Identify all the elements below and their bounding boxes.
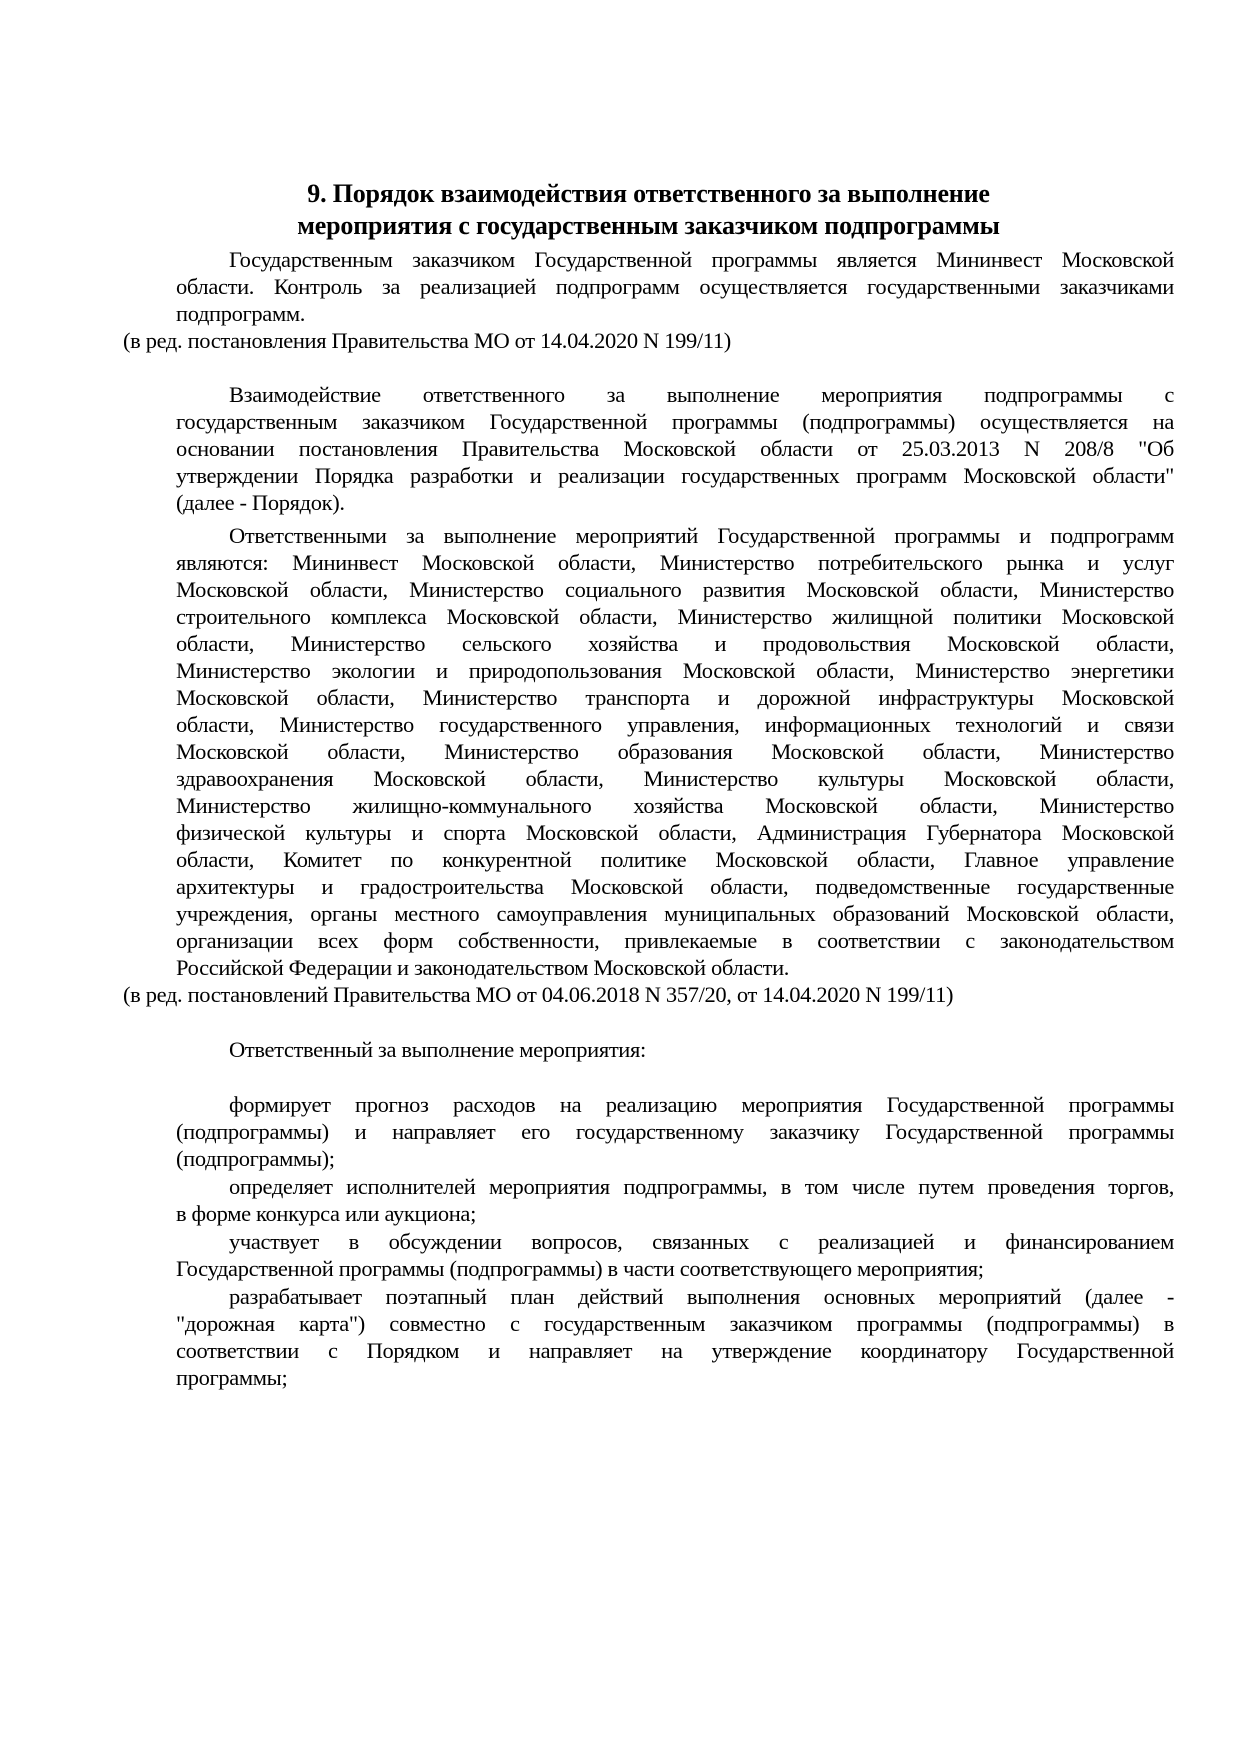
section-title xyxy=(123,178,1174,242)
text-line: строительного комплекса Московской области, Министерство жилищной политики Московской xyxy=(176,604,1174,629)
text-line: физической культуры и спорта Московской области, Администрация Губернатора Московской xyxy=(176,820,1174,845)
text-line: Московской области, Министерство транспорта и дорожной инфраструктуры Московской xyxy=(176,685,1174,710)
duty-discussion xyxy=(123,1228,1174,1282)
text-line: архитектуры и градостроительства Московской области, подведомственные государственные xyxy=(176,874,1174,899)
text-line: (далее - Порядок). xyxy=(176,490,345,515)
section-title-line-1: 9. Порядок взаимодействия ответственного за выполнение xyxy=(307,179,990,208)
text-line: Государственным заказчиком Государственной программы является Мининвест Московской xyxy=(229,247,1174,272)
duty-forecast xyxy=(123,1091,1174,1172)
text-line: формирует прогноз расходов на реализацию мероприятия Государственной программы xyxy=(229,1092,1174,1117)
paragraph-customer xyxy=(123,246,1174,327)
text-line: (в ред. постановления Правительства МО от 14.04.2020 N 199/11) xyxy=(123,328,731,353)
text-line: основании постановления Правительства Московской области от 25.03.2013 N 208/8 "Об xyxy=(176,436,1174,461)
text-line: Государственной программы (подпрограммы) в части соответствующего мероприятия; xyxy=(176,1256,984,1281)
text-line: Московской области, Министерство социального развития Московской области, Министерство xyxy=(176,577,1174,602)
text-line: (подпрограммы); xyxy=(176,1146,335,1171)
text-line: программы; xyxy=(176,1365,288,1390)
text-line: (в ред. постановлений Правительства МО от 04.06.2018 N 357/20, от 14.04.2020 N 199/11) xyxy=(123,982,954,1007)
duty-executors xyxy=(123,1173,1174,1227)
text-line: в форме конкурса или аукциона; xyxy=(176,1201,476,1226)
text-line: (подпрограммы) и направляет его государственному заказчику Государственной программы xyxy=(176,1119,1174,1144)
text-line: Министерство экологии и природопользования Московской области, Министерство энергетики xyxy=(176,658,1174,683)
paragraph-responsible-list xyxy=(123,522,1174,981)
text-line: области, Министерство государственного управления, информационных технологий и связи xyxy=(176,712,1174,737)
text-line: определяет исполнителей мероприятия подпрограммы, в том числе путем проведения торгов, xyxy=(229,1174,1174,1199)
text-line: области, Комитет по конкурентной политике Московской области, Главное управление xyxy=(176,847,1174,872)
text-line: области. Контроль за реализацией подпрограмм осуществляется государственными заказчиками xyxy=(176,274,1174,299)
text-line: "дорожная карта") совместно с государственным заказчиком программы (подпрограммы) в xyxy=(176,1311,1174,1336)
text-line: Взаимодействие ответственного за выполнение мероприятия подпрограммы с xyxy=(229,382,1174,407)
text-line: Ответственный за выполнение мероприятия: xyxy=(229,1037,646,1062)
text-line: области, Министерство сельского хозяйства и продовольствия Московской области, xyxy=(176,631,1174,656)
text-line: Министерство жилищно-коммунального хозяйства Московской области, Министерство xyxy=(176,793,1174,818)
text-line: соответствии с Порядком и направляет на утверждение координатору Государственной xyxy=(176,1338,1174,1363)
text-line: здравоохранения Московской области, Министерство культуры Московской области, xyxy=(176,766,1174,791)
paragraph-interaction xyxy=(123,381,1174,516)
text-line: являются: Мининвест Московской области, Министерство потребительского рынка и услуг xyxy=(176,550,1174,575)
duty-roadmap xyxy=(123,1283,1174,1391)
section-title-line-2: мероприятия с государственным заказчиком подпрограммы xyxy=(297,211,1000,240)
text-line: подпрограмм. xyxy=(176,301,305,326)
amendment-note-2 xyxy=(123,981,1174,1008)
text-line: участвует в обсуждении вопросов, связанных с реализацией и финансированием xyxy=(229,1229,1174,1254)
text-line: утверждении Порядка разработки и реализации государственных программ Московской области" xyxy=(176,463,1174,488)
text-line: Ответственными за выполнение мероприятий Государственной программы и подпрограмм xyxy=(229,523,1174,548)
text-line: государственным заказчиком Государственной программы (подпрограммы) осуществляется на xyxy=(176,409,1174,434)
amendment-note-1 xyxy=(123,327,1174,354)
text-line: Московской области, Министерство образования Московской области, Министерство xyxy=(176,739,1174,764)
text-line: организации всех форм собственности, привлекаемые в соответствии с законодательством xyxy=(176,928,1174,953)
paragraph-responsible-intro xyxy=(123,1036,1174,1063)
text-line: учреждения, органы местного самоуправления муниципальных образований Московской области, xyxy=(176,901,1174,926)
text-line: Российской Федерации и законодательством Московской области. xyxy=(176,955,790,980)
text-line: разрабатывает поэтапный план действий выполнения основных мероприятий (далее - xyxy=(229,1284,1174,1309)
